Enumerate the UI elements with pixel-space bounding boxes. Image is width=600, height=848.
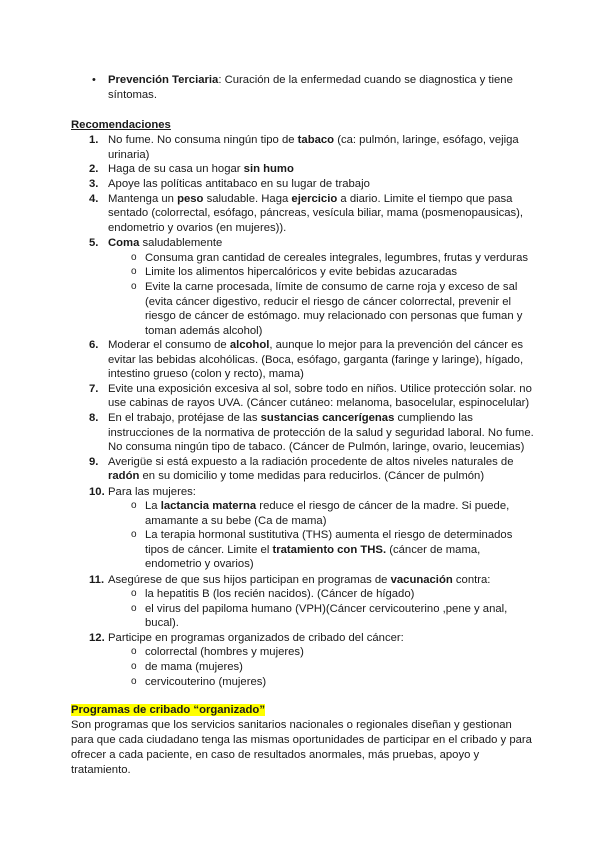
text: (ca: pulmón, laringe, esófago, vejiga [334, 134, 519, 146]
rec-10-sub-2: La terapia hormonal sustitutiva (THS) aumenta el riesgo de determinados [145, 529, 513, 541]
bold: sin humo [243, 163, 294, 175]
item-number: 6. [89, 339, 99, 351]
rec-11 [108, 573, 490, 588]
rec-7: Evite una exposición excesiva al sol, sobre todo en niños. Utilice protección solar. no [108, 383, 532, 395]
text: saludable. Haga [203, 193, 292, 205]
recommendations-heading: Recomendaciones [71, 119, 171, 131]
sub-bullet-marker: o [131, 676, 137, 687]
text: : Curación de la enfermedad cuando se diagnostica y tiene [218, 74, 513, 86]
programs-line-2: para que cada ciudadano tenga las mismas oportunidades de participar en el cribado y para [71, 734, 532, 746]
rec-5-sub-3-line-2: (evita cáncer digestivo, reducir el riesgo de cáncer colorrectal, prevenir el [145, 296, 512, 308]
rec-12-sub-1: colorrectal (hombres y mujeres) [145, 646, 304, 658]
sub-bullet-marker: o [131, 588, 137, 599]
programs-heading [71, 703, 265, 718]
rec-3: Apoye las políticas antitabaco en su lugar de trabajo [108, 178, 370, 190]
item-number: 9. [89, 456, 99, 468]
item-number: 5. [89, 237, 99, 249]
rec-9: Averigüe si está expuesto a la radiación procedente de altos niveles naturales de [108, 456, 514, 468]
highlighted-heading: Programas de cribado “organizado” [71, 704, 265, 716]
rec-6 [108, 338, 523, 353]
bold: alcohol [229, 339, 270, 351]
rec-10-sub-1 [145, 499, 509, 514]
rec-5-sub-3: Evite la carne procesada, límite de consumo de carne roja y exceso de sal [145, 281, 518, 293]
rec-6-line-2: evitar las bebidas alcohólicas. (Boca, esófago, garganta (faringe y laringe), hígado, [108, 354, 524, 366]
rec-7-line-2: use cabinas de rayos UVA. (Cáncer cutáneo: melanoma, basocelular, espinocelular) [108, 397, 530, 409]
rec-4 [108, 192, 512, 207]
sub-bullet-marker: o [131, 529, 137, 540]
item-number: 8. [89, 412, 99, 424]
rec-8 [108, 411, 473, 426]
text: Asegúrese de que sus hijos participan en programas de [108, 574, 391, 586]
text: , aunque lo mejor para la prevención del cáncer es [269, 339, 524, 351]
tertiary-prevention-line [108, 73, 513, 88]
text: (cáncer de mama, [386, 544, 481, 556]
rec-1 [108, 133, 519, 148]
rec-5-sub-3-line-3: riesgo de cáncer de estómago. muy relacionado con personas que fuman y [145, 310, 523, 322]
item-number: 3. [89, 178, 99, 190]
programs-line-4: tratamiento. [71, 764, 131, 776]
rec-10-sub-1-line-2: amamante a su bebe (Ca de mama) [145, 515, 327, 527]
rec-5-sub-1: Consuma gran cantidad de cereales integrales, legumbres, frutas y verduras [145, 252, 529, 264]
rec-5-sub-3-line-4: toman además alcohol) [145, 325, 263, 337]
rec-12-sub-3: cervicouterino (mujeres) [145, 676, 267, 688]
rec-11-sub-1: la hepatitis B (los recién nacidos). (Cáncer de hígado) [145, 588, 415, 600]
sub-bullet-marker: o [131, 646, 137, 657]
term: Prevención Terciaria [108, 74, 219, 86]
text: tipos de cáncer. Limite el [145, 544, 273, 556]
text: en su domicilio y tome medidas para reducirlos. (Cáncer de pulmón) [139, 470, 485, 482]
rec-10-sub-2-line-2 [145, 543, 480, 558]
rec-11-sub-2-line-2: bucal). [145, 617, 179, 629]
bold: tratamiento con THS. [272, 544, 387, 556]
text: contra: [452, 574, 491, 586]
rec-4-line-2: sentado (colorrectal, esófago, páncreas, vesícula biliar, mama (posmenopausicas), [108, 207, 524, 219]
text: reduce el riesgo de cáncer de la madre. Si puede, [256, 500, 510, 512]
text: Mantenga un [108, 193, 178, 205]
sub-bullet-marker: o [131, 661, 137, 672]
rec-5-sub-2: Limite los alimentos hipercalóricos y evite bebidas azucaradas [145, 266, 458, 278]
rec-5 [108, 236, 222, 251]
sub-bullet-marker: o [131, 500, 137, 511]
sub-bullet-marker: o [131, 252, 137, 263]
rec-12-sub-2: de mama (mujeres) [145, 661, 243, 673]
rec-12: Participe en programas organizados de cribado del cáncer: [108, 632, 404, 644]
text: La [145, 500, 161, 512]
item-number: 11. [89, 574, 105, 586]
rec-1-line-2: urinaria) [108, 149, 150, 161]
rec-9-line-2 [108, 469, 484, 484]
bold: radón [108, 470, 140, 482]
item-number: 1. [89, 134, 99, 146]
text: Haga de su casa un hogar [108, 163, 244, 175]
programs-line-1: Son programas que los servicios sanitarios nacionales o regionales diseñan y gestionan [71, 719, 512, 731]
bold: peso [177, 193, 204, 205]
text: En el trabajo, protéjase de las [108, 412, 261, 424]
programs-line-3: ofrecer a cada paciente, en caso de resultados anormales, más pruebas, apoyo y [71, 749, 480, 761]
bold: sustancias cancerígenas [260, 412, 395, 424]
rec-8-line-2: instrucciones de la normativa de protección de la salud y seguridad laboral. No fume. [108, 427, 534, 439]
rec-2 [108, 162, 294, 177]
rec-6-line-3: intestino grueso (colon y recto), mama) [108, 368, 304, 380]
text: a diario. Limite el tiempo que pasa [337, 193, 513, 205]
bold: vacunación [390, 574, 453, 586]
rec-8-line-3: No consuma ningún tipo de tabaco. (Cáncer de Pulmón, laringe, ovario, leucemias) [108, 441, 525, 453]
rec-10: Para las mujeres: [108, 486, 196, 498]
item-number: 7. [89, 383, 99, 395]
item-number: 4. [89, 193, 99, 205]
bullet-marker: • [92, 74, 96, 86]
rec-11-sub-2: el virus del papiloma humano (VPH)(Cáncer cervicouterino ,pene y anal, [145, 603, 508, 615]
text: saludablemente [139, 237, 223, 249]
text: Moderar el consumo de [108, 339, 230, 351]
bold: tabaco [297, 134, 335, 146]
bold: ejercicio [291, 193, 338, 205]
item-number: 12. [89, 632, 105, 644]
tertiary-prevention-line-2: síntomas. [108, 89, 157, 101]
rec-10-sub-2-line-3: endometrio y ovarios) [145, 558, 254, 570]
text: No fume. No consuma ningún tipo de [108, 134, 298, 146]
bold: lactancia materna [160, 500, 257, 512]
sub-bullet-marker: o [131, 266, 137, 277]
sub-bullet-marker: o [131, 603, 137, 614]
text: cumpliendo las [394, 412, 473, 424]
bold: Coma [108, 237, 140, 249]
item-number: 2. [89, 163, 99, 175]
sub-bullet-marker: o [131, 281, 137, 292]
item-number: 10. [89, 486, 105, 498]
rec-4-line-3: endometrio y ovarios (en mujeres)). [108, 222, 287, 234]
